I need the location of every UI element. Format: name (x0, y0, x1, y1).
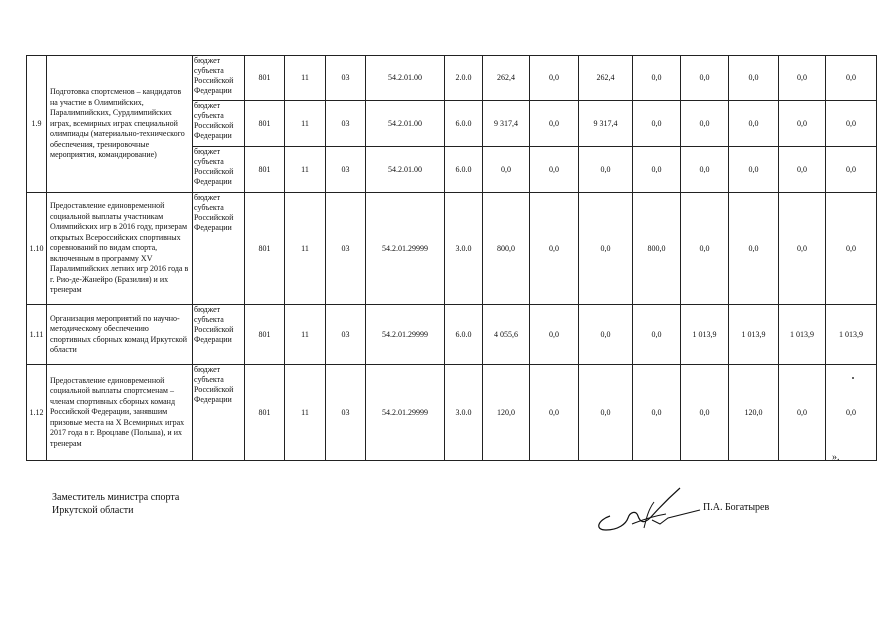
vr-code: 3.0.0 (445, 193, 483, 305)
amount-cell: 120,0 (729, 365, 779, 461)
amount-cell: 0,0 (530, 193, 579, 305)
pr-code: 03 (326, 305, 366, 365)
csr-code: 54.2.01.00 (366, 101, 445, 147)
row-number: 1.11 (27, 305, 47, 365)
activity-description: Подготовка спортсменов – кандидатов на участие в Олимпийских, Паралимпийских, Сурдлимпийских играх, всемирных играх специальной олимпиады (материально-технического обеспечения, тренировочные мероприятия, командирование) (47, 56, 193, 193)
amount-cell: 0,0 (681, 193, 729, 305)
amount-cell: 0,0 (779, 193, 826, 305)
scan-speck (852, 377, 854, 379)
amount-cell: 0,0 (729, 56, 779, 101)
amount-cell: 0,0 (681, 147, 729, 193)
amount-cell: 262,4 (579, 56, 633, 101)
funding-source: бюджет субъекта Российской Федерации (193, 365, 245, 461)
funding-source: бюджет субъекта Российской Федерации (193, 305, 245, 365)
amount-cell: 0,0 (530, 365, 579, 461)
table-body (27, 56, 877, 461)
activity-description: Организация мероприятий по научно-методическому обеспечению спортивных сборных команд Иркутской области (47, 305, 193, 365)
amount-cell: 0,0 (826, 193, 877, 305)
table-row (27, 305, 877, 365)
pr-code: 03 (326, 101, 366, 147)
amount-cell: 0,0 (681, 101, 729, 147)
rz-code: 11 (285, 365, 326, 461)
pr-code: 03 (326, 147, 366, 193)
amount-cell: 1 013,9 (779, 305, 826, 365)
budget-table (26, 55, 877, 461)
amount-cell: 0,0 (826, 365, 877, 461)
amount-cell: 9 317,4 (483, 101, 530, 147)
rz-code: 11 (285, 147, 326, 193)
amount-cell: 800,0 (483, 193, 530, 305)
amount-cell: 0,0 (530, 101, 579, 147)
amount-cell: 262,4 (483, 56, 530, 101)
vr-code: 6.0.0 (445, 305, 483, 365)
csr-code: 54.2.01.00 (366, 147, 445, 193)
vr-code: 6.0.0 (445, 101, 483, 147)
amount-cell: 0,0 (483, 147, 530, 193)
grbs-code: 801 (245, 193, 285, 305)
csr-code: 54.2.01.29999 (366, 305, 445, 365)
signer-position-line2: Иркутской области (52, 505, 134, 516)
amount-cell: 9 317,4 (579, 101, 633, 147)
rz-code: 11 (285, 56, 326, 101)
amount-cell: 800,0 (633, 193, 681, 305)
signer-name: П.А. Богатырев (703, 502, 770, 513)
amount-cell: 0,0 (681, 56, 729, 101)
row-number: 1.12 (27, 365, 47, 461)
csr-code: 54.2.01.29999 (366, 365, 445, 461)
amount-cell: 0,0 (633, 101, 681, 147)
signer-block (52, 491, 179, 517)
activity-description: Предоставление единовременной социальной выплаты спортсменам – членам спортивных сборных команд Российской Федерации, занявшим призовые места на X Всемирных играх 2017 года в г. Вроцлаве (Польша), и их тренерам (47, 365, 193, 461)
vr-code: 6.0.0 (445, 147, 483, 193)
row-number: 1.9 (27, 56, 47, 193)
rz-code: 11 (285, 101, 326, 147)
amount-cell: 0,0 (579, 305, 633, 365)
amount-cell: 0,0 (779, 365, 826, 461)
amount-cell: 1 013,9 (729, 305, 779, 365)
amount-cell: 0,0 (779, 101, 826, 147)
amount-cell: 0,0 (530, 305, 579, 365)
amount-cell: 0,0 (826, 147, 877, 193)
amount-cell: 0,0 (729, 101, 779, 147)
activity-description: Предоставление единовременной социальной выплаты участникам Олимпийских игр в 2016 году, призерам открытых Всероссийских спортивных соревнований по видам спорта, включенным в программу XV Паралимпийских летних игр 2016 года в г. Рио-де-Жанейро (Бразилия) и их тренерам (47, 193, 193, 305)
grbs-code: 801 (245, 365, 285, 461)
vr-code: 2.0.0 (445, 56, 483, 101)
pr-code: 03 (326, 56, 366, 101)
amount-cell: 0,0 (779, 147, 826, 193)
amount-cell: 0,0 (633, 147, 681, 193)
rz-code: 11 (285, 305, 326, 365)
funding-source: бюджет субъекта Российской Федерации (193, 147, 245, 193)
amount-cell: 0,0 (633, 305, 681, 365)
table-row (27, 56, 877, 101)
amount-cell: 0,0 (579, 193, 633, 305)
amount-cell: 0,0 (729, 147, 779, 193)
amount-cell: 0,0 (633, 365, 681, 461)
amount-cell: 4 055,6 (483, 305, 530, 365)
signer-position-line1: Заместитель министра спорта (52, 492, 180, 503)
pr-code: 03 (326, 365, 366, 461)
amount-cell: 0,0 (826, 101, 877, 147)
grbs-code: 801 (245, 147, 285, 193)
amount-cell: 0,0 (579, 147, 633, 193)
amount-cell: 1 013,9 (681, 305, 729, 365)
grbs-code: 801 (245, 56, 285, 101)
pr-code: 03 (326, 193, 366, 305)
amount-cell: 0,0 (779, 56, 826, 101)
amount-cell: 0,0 (633, 56, 681, 101)
amount-cell: 120,0 (483, 365, 530, 461)
amount-cell: 0,0 (826, 56, 877, 101)
vr-code: 3.0.0 (445, 365, 483, 461)
funding-source: бюджет субъекта Российской Федерации (193, 56, 245, 101)
amount-cell: 0,0 (729, 193, 779, 305)
csr-code: 54.2.01.29999 (366, 193, 445, 305)
row-number: 1.10 (27, 193, 47, 305)
grbs-code: 801 (245, 305, 285, 365)
grbs-code: 801 (245, 101, 285, 147)
funding-source: бюджет субъекта Российской Федерации (193, 101, 245, 147)
rz-code: 11 (285, 193, 326, 305)
amount-cell: 0,0 (681, 365, 729, 461)
closing-quote: ». (832, 452, 840, 463)
handwritten-signature (592, 480, 702, 540)
amount-cell: 0,0 (530, 56, 579, 101)
amount-cell: 1 013,9 (826, 305, 877, 365)
table-row (27, 365, 877, 461)
amount-cell: 0,0 (579, 365, 633, 461)
funding-source: бюджет субъекта Российской Федерации (193, 193, 245, 305)
table-row (27, 193, 877, 305)
amount-cell: 0,0 (530, 147, 579, 193)
csr-code: 54.2.01.00 (366, 56, 445, 101)
